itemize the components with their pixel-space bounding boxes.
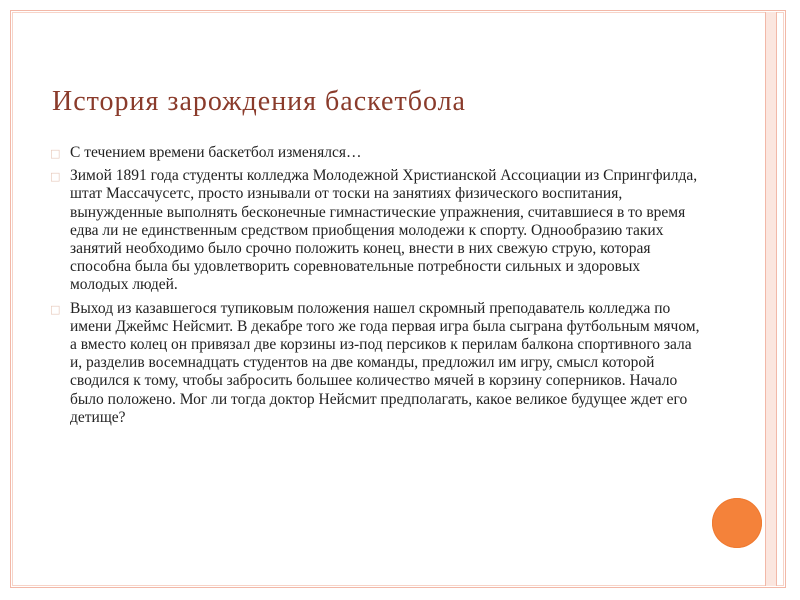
bullet-item: [50, 167, 700, 294]
bullet-icon: □: [50, 147, 61, 160]
bullet-text: С течением времени баскетбол изменялся…: [70, 144, 362, 161]
bullet-text: Зимой 1891 года студенты колледжа Молодежной Христианской Ассоциации из Спрингфилда, штат Массачусетс, просто изнывали от тоски на занятиях физического воспитания, вынужденные выполнять бесконечные гимнастические упражнения, считавшиеся в то время едва ли не единственным средством приобщения молодежи к спорту. Однообразию таких занятий необходимо было срочно положить конец, внести в них свежую струю, которая способна была бы удовлетворить соревновательные потребности сильных и здоровых молодых людей.: [70, 167, 698, 294]
bullet-item: [50, 300, 700, 427]
orange-circle-decoration: [712, 498, 762, 548]
decorative-right-band: [765, 12, 777, 586]
bullet-list: [50, 144, 700, 432]
bullet-item: [50, 144, 700, 162]
slide-title: История зарождения баскетбола: [52, 86, 466, 117]
bullet-text: Выход из казавшегося тупиковым положения нашел скромный преподаватель колледжа по имени Джеймс Нейсмит. В декабре того же года первая игра была сыграна футбольным мячом, а вместо колец он привязал две корзины из-под персиков к перилам балкона спортивного зала и, разделив восемнадцать студентов на две команды, предложил им игру, смысл которой сводился к тому, чтобы забросить большее количество мячей в корзину соперников. Начало было положено. Мог ли тогда доктор Нейсмит предполагать, какое великое будущее ждет его детище?: [70, 299, 700, 426]
bullet-icon: □: [50, 302, 61, 316]
bullet-icon: □: [50, 170, 61, 184]
